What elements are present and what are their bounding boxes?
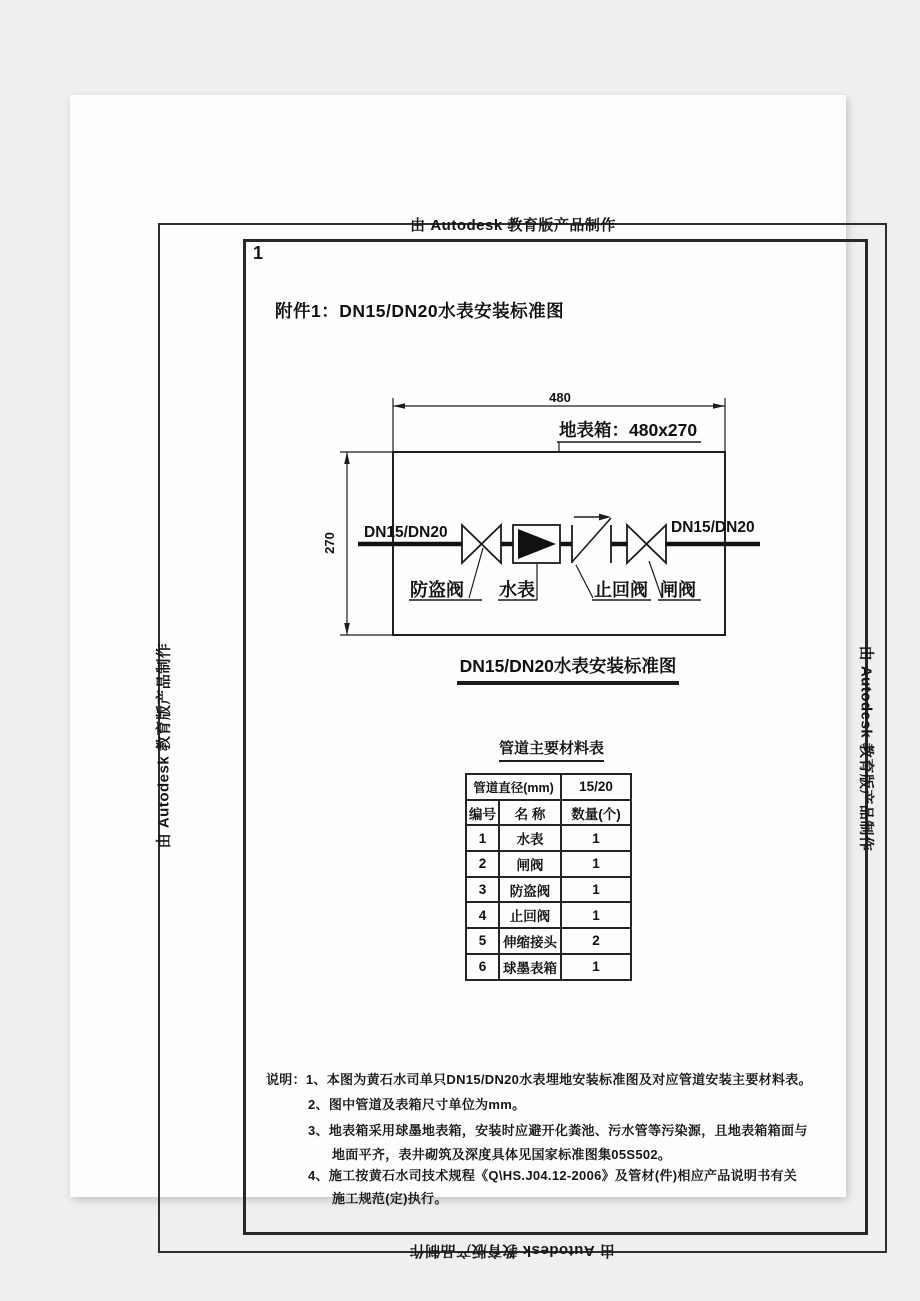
diameter-label-cell: 管道直径(mm) — [466, 774, 561, 800]
dim-height-text: 270 — [322, 532, 337, 554]
materials-table — [465, 773, 632, 981]
page-number: 1 — [253, 243, 264, 263]
diameter-value-cell: 15/20 — [561, 774, 631, 800]
check-valve-label: 止回阀 — [594, 580, 648, 600]
note-line-2: 2、图中管道及表箱尺寸单位为mm。 — [308, 1097, 526, 1112]
caption-double-underline — [457, 681, 679, 685]
water-meter-label: 水表 — [499, 580, 535, 600]
cell-id: 5 — [466, 928, 499, 954]
note-line-3: 3、地表箱采用球墨地表箱，安装时应避开化粪池、污水管等污染源，且地表箱箱面与 — [308, 1123, 808, 1138]
anti-theft-valve-label: 防盗阀 — [410, 580, 464, 600]
table-row — [466, 954, 631, 980]
diagram-caption: DN15/DN20水表安装标准图 — [459, 656, 677, 676]
document-page — [70, 95, 875, 1259]
autodesk-watermark-bottom: 由 Autodesk 教育版产品制作 — [409, 1242, 615, 1259]
cell-id: 2 — [466, 851, 499, 877]
cell-qty: 1 — [561, 851, 631, 877]
cell-name: 伸缩接头 — [499, 928, 561, 954]
cell-qty: 1 — [561, 877, 631, 903]
table-row — [466, 851, 631, 877]
cell-name: 球墨表箱 — [499, 954, 561, 980]
installation-diagram — [310, 383, 780, 655]
autodesk-watermark-top: 由 Autodesk 教育版产品制作 — [410, 217, 616, 234]
cell-qty: 2 — [561, 928, 631, 954]
pipe-label-right: DN15/DN20 — [671, 519, 755, 536]
note-line-1: 说明：1、本图为黄石水司单只DN15/DN20水表埋地安装标准图及对应管道安装主要材料表。 — [266, 1072, 812, 1087]
table-row — [466, 902, 631, 928]
note-line-4: 地面平齐，表井砌筑及深度具体见国家标准图集05S502。 — [332, 1147, 672, 1162]
table-row — [466, 877, 631, 903]
dim-width-text: 480 — [549, 390, 571, 405]
note-line-5: 4、施工按黄石水司技术规程《Q\HS.J04.12-2006》及管材(件)相应产品说明书有关 — [308, 1168, 798, 1183]
col-header-id: 编号 — [466, 800, 499, 826]
cell-name: 防盗阀 — [499, 877, 561, 903]
surface-box-label: 地表箱：480x270 — [559, 420, 698, 440]
cell-id: 1 — [466, 825, 499, 851]
cell-name: 止回阀 — [499, 902, 561, 928]
autodesk-watermark-left: 由 Autodesk 教育版产品制作 — [155, 642, 173, 849]
cell-id: 4 — [466, 902, 499, 928]
cell-id: 3 — [466, 877, 499, 903]
gate-valve-label: 闸阀 — [660, 580, 696, 600]
cell-qty: 1 — [561, 954, 631, 980]
cell-qty: 1 — [561, 825, 631, 851]
table-row — [466, 928, 631, 954]
col-header-name: 名 称 — [499, 800, 561, 826]
document-title: 附件1：DN15/DN20水表安装标准图 — [275, 301, 565, 321]
autodesk-watermark-right: 由 Autodesk 教育版产品制作 — [857, 645, 875, 852]
cell-id: 6 — [466, 954, 499, 980]
note-line-6: 施工规范(定)执行。 — [332, 1191, 448, 1206]
col-header-qty: 数量(个) — [561, 800, 631, 826]
table-row-diameter — [466, 774, 631, 800]
materials-table-title: 管道主要材料表 — [499, 737, 604, 762]
cell-name: 闸阀 — [499, 851, 561, 877]
pipe-label-left: DN15/DN20 — [364, 524, 448, 541]
surface-box-callout — [557, 420, 701, 452]
cell-name: 水表 — [499, 825, 561, 851]
table-header-row — [466, 800, 631, 826]
cell-qty: 1 — [561, 902, 631, 928]
table-row — [466, 825, 631, 851]
